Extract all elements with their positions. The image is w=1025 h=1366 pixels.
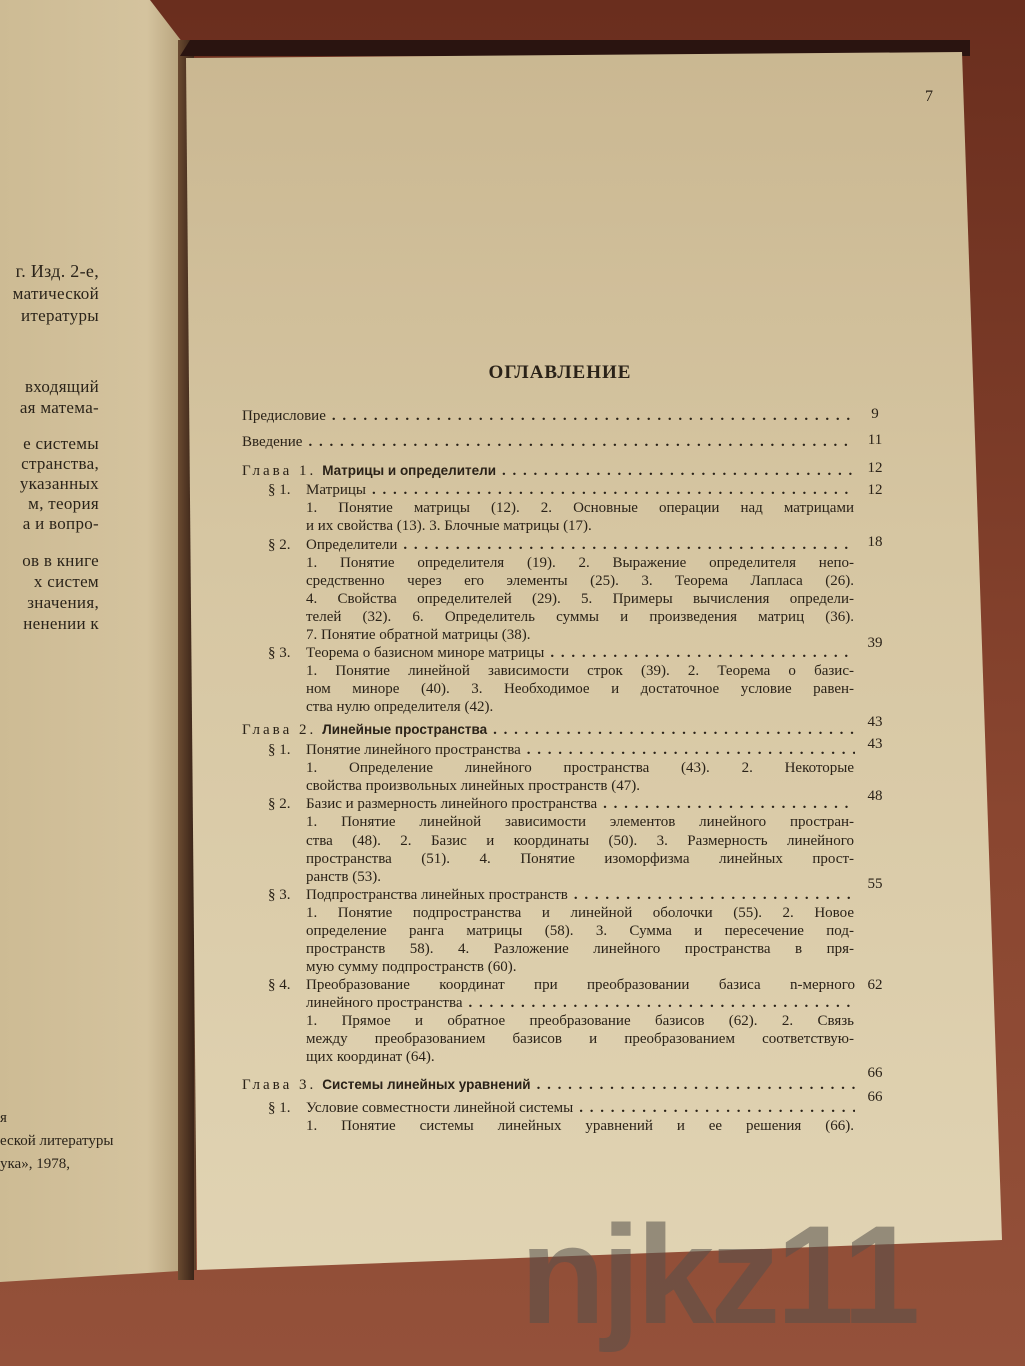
- entry-page: 43: [867, 714, 883, 730]
- section-number: § 1.: [268, 482, 291, 498]
- dot-leader: [550, 645, 855, 662]
- section-number: § 2.: [268, 796, 291, 812]
- dot-leader: [574, 887, 855, 904]
- chapter-prefix: Глава 3.: [242, 1077, 317, 1093]
- section-desc: телей (32). 6. Определитель суммы и произведения матриц (36).: [306, 609, 854, 625]
- toc-section: [268, 537, 855, 554]
- left-text-line: е системы: [23, 434, 99, 453]
- section-desc: между преобразованием базисов и преобразованием соответствую-: [306, 1031, 854, 1047]
- left-text-line: ненении к: [23, 614, 99, 633]
- section-title: Базис и размерность линейного пространства: [306, 796, 598, 812]
- toc-title: ОГЛАВЛЕНИЕ: [488, 362, 632, 383]
- section-desc: пространства (51). 4. Понятие изоморфизма линейных прост-: [306, 851, 854, 867]
- toc-entry-preface: [242, 408, 855, 425]
- chapter-title: Матрицы и определители: [322, 463, 497, 478]
- toc-section: [268, 1100, 855, 1117]
- toc-entry-intro: [242, 434, 855, 451]
- dot-leader: [403, 537, 855, 554]
- dot-leader: [372, 482, 855, 499]
- left-text-line: ов в книге: [22, 551, 99, 570]
- entry-label: Введение: [242, 434, 303, 450]
- toc-section: [268, 645, 855, 662]
- section-desc: 4. Свойства определителей (29). 5. Примеры вычисления определи-: [306, 591, 854, 607]
- left-text-line: г. Изд. 2-е,: [15, 261, 99, 281]
- watermark: njkz11: [520, 1196, 917, 1353]
- section-title: Теорема о базисном миноре матрицы: [306, 645, 545, 661]
- section-number: § 1.: [268, 742, 291, 758]
- section-desc: 1. Понятие подпространства и линейной оболочки (55). 2. Новое: [306, 905, 854, 921]
- imprint-line: я: [0, 1110, 7, 1126]
- toc-chapter-3: [242, 1076, 855, 1094]
- dot-leader: [579, 1100, 855, 1117]
- dot-leader: [537, 1077, 855, 1094]
- entry-page: 9: [871, 406, 879, 422]
- left-text-line: матической: [12, 284, 99, 303]
- entry-page: 12: [867, 460, 883, 476]
- entry-page: 12: [867, 482, 883, 498]
- entry-page: 48: [867, 788, 883, 804]
- section-desc: 1. Понятие определителя (19). 2. Выражение определителя непо-: [306, 555, 854, 571]
- entry-page: 55: [867, 876, 883, 892]
- section-desc: щих координат (64).: [306, 1049, 435, 1065]
- dot-leader: [469, 995, 855, 1012]
- section-desc: средственно через его элементы (25). 3. Теорема Лапласа (26).: [306, 573, 854, 589]
- chapter-prefix: Глава 1.: [242, 463, 317, 479]
- section-number: § 2.: [268, 537, 291, 553]
- section-desc: 7. Понятие обратной матрицы (38).: [306, 627, 531, 643]
- dot-leader: [527, 742, 855, 759]
- toc-section: [268, 977, 855, 994]
- section-desc: 1. Понятие линейной зависимости строк (39). 2. Теорема о базис-: [306, 663, 854, 679]
- left-page: [0, 0, 196, 1282]
- left-text-line: указанных: [19, 474, 99, 493]
- dot-leader: [308, 434, 855, 451]
- section-title: Определители: [306, 537, 398, 553]
- chapter-prefix: Глава 2.: [242, 722, 317, 738]
- section-number: § 1.: [268, 1100, 291, 1116]
- section-desc: и их свойства (13). 3. Блочные матрицы (17).: [306, 518, 592, 534]
- section-desc: 1. Прямое и обратное преобразование базисов (62). 2. Связь: [306, 1013, 854, 1029]
- section-title: Понятие линейного пространства: [306, 742, 521, 758]
- toc-section: [268, 482, 855, 499]
- entry-page: 11: [867, 432, 883, 448]
- left-text-line: значения,: [27, 593, 99, 612]
- entry-page: 66: [867, 1065, 883, 1081]
- entry-page: 66: [867, 1089, 883, 1105]
- entry-page: 39: [867, 635, 883, 651]
- toc-section-cont: [268, 995, 855, 1012]
- imprint-line: еской литературы: [0, 1133, 114, 1149]
- section-desc: 1. Определение линейного пространства (43). 2. Некоторые: [306, 760, 854, 776]
- page-number: 7: [925, 88, 933, 105]
- toc-chapter-1: [242, 462, 855, 480]
- entry-page: 43: [867, 736, 883, 752]
- section-desc: ном миноре (40). 3. Необходимое и достаточное условие равен-: [306, 681, 854, 697]
- section-number: § 3.: [268, 645, 291, 661]
- toc-chapter-2: [242, 721, 855, 739]
- dot-leader: [603, 796, 855, 813]
- section-desc: определение ранга матрицы (58). 3. Сумма и пересечение под-: [306, 923, 854, 939]
- section-title-cont: линейного пространства: [306, 995, 463, 1011]
- section-title: Подпространства линейных пространств: [306, 887, 568, 903]
- section-desc: пространств 58). 4. Разложение линейного пространства в пря-: [306, 941, 854, 957]
- dot-leader: [332, 408, 855, 425]
- left-text-line: странства,: [21, 454, 99, 473]
- section-desc: 1. Понятие системы линейных уравнений и ее решения (66).: [306, 1118, 854, 1134]
- left-text-line: а и вопро-: [22, 514, 99, 533]
- section-desc: мую сумму подпространств (60).: [306, 959, 517, 975]
- section-desc: свойства произвольных линейных пространств (47).: [306, 778, 640, 794]
- imprint-line: ука», 1978,: [0, 1156, 70, 1172]
- entry-page: 18: [867, 534, 883, 550]
- chapter-title: Линейные пространства: [322, 722, 488, 737]
- left-text-line: итературы: [20, 306, 99, 325]
- entry-label: Предисловие: [242, 408, 326, 424]
- toc-section: [268, 887, 855, 904]
- section-title: Матрицы: [306, 482, 366, 498]
- toc-section: [268, 796, 855, 813]
- entry-page: 62: [867, 977, 883, 993]
- section-title: Условие совместности линейной системы: [306, 1100, 574, 1116]
- section-desc: ства нулю определителя (42).: [306, 699, 494, 715]
- left-text-line: ая матема-: [19, 398, 99, 417]
- section-title: Преобразование координат при преобразовании базиса n-мерного: [306, 977, 855, 993]
- section-desc: 1. Понятие линейной зависимости элементов линейного простран-: [306, 814, 854, 830]
- toc-section: [268, 742, 855, 759]
- dot-leader: [502, 463, 855, 480]
- section-desc: ранств (53).: [306, 869, 381, 885]
- section-desc: ства (48). 2. Базис и координаты (50). 3. Размерность линейного: [306, 833, 854, 849]
- left-text-line: х систем: [33, 572, 99, 591]
- section-desc: 1. Понятие матрицы (12). 2. Основные операции над матрицами: [306, 500, 854, 516]
- dot-leader: [493, 722, 855, 739]
- section-number: § 3.: [268, 887, 291, 903]
- left-text-line: м, теория: [28, 494, 99, 513]
- section-number: § 4.: [268, 977, 291, 993]
- chapter-title: Системы линейных уравнений: [322, 1077, 531, 1092]
- left-text-line: входящий: [24, 377, 99, 396]
